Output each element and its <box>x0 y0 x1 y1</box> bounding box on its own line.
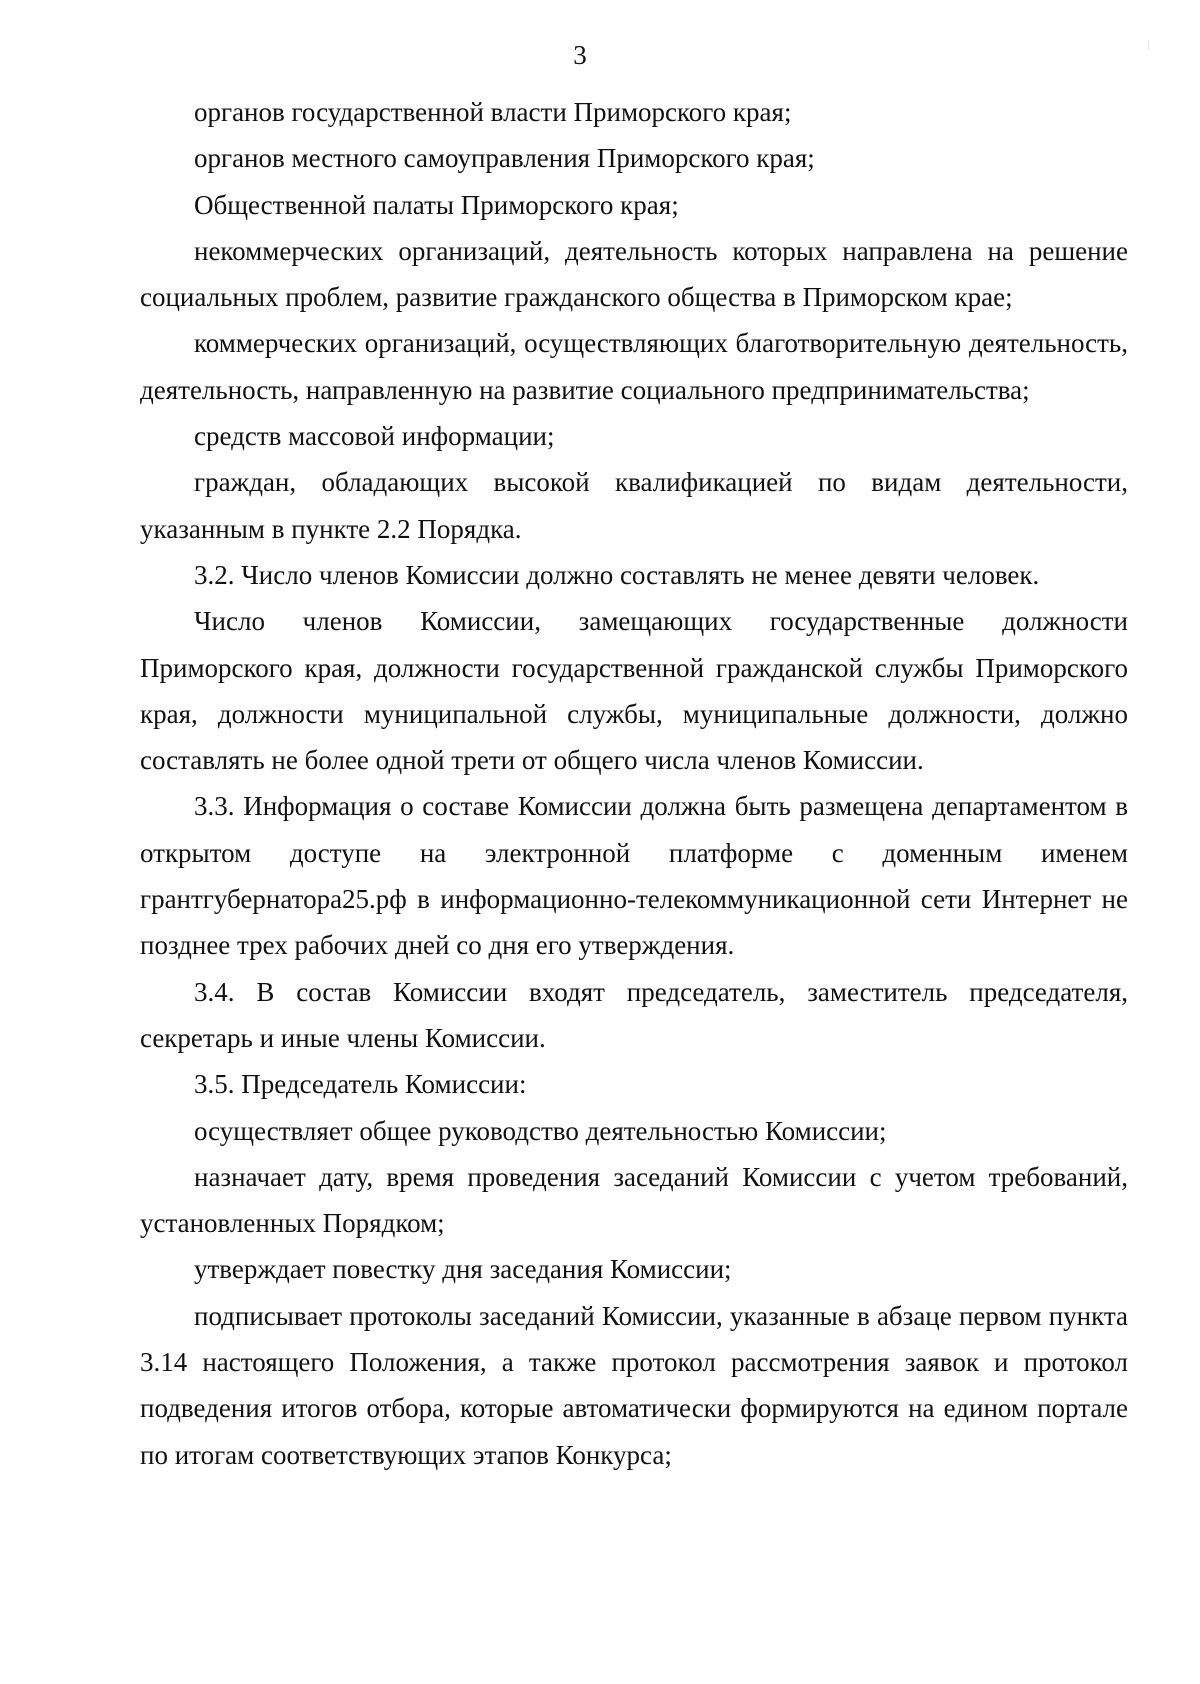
paragraph-clause-3-2: 3.2. Число членов Комиссии должно составлять не менее девяти человек. <box>194 559 1040 590</box>
document-body <box>140 89 1128 1478</box>
paragraph-chair-schedules-meetings: назначает дату, время проведения заседаний Комиссии с учетом требований, установленных Порядком; <box>140 1161 1128 1239</box>
paragraph-nonprofit-organizations: некоммерческих организаций, деятельность которых направлена на решение социальных проблем, развитие гражданского общества в Приморском крае; <box>140 235 1128 313</box>
paragraph-clause-3-3: 3.3. Информация о составе Комиссии должна быть размещена департаментом в открытом доступе на электронной платформе с доменным именем грантгубернатора25.рф в информационно-телекоммуникационной сети Интернет не позднее трех рабочих дней со дня его утверждения. <box>140 791 1128 961</box>
page-number: 3 <box>573 40 587 70</box>
paragraph-commercial-organizations: коммерческих организаций, осуществляющих благотворительную деятельность, деятельность, направленную на развитие социального предпринимательства; <box>140 328 1128 405</box>
paragraph-public-chamber: Общественной палаты Приморского края; <box>194 189 679 220</box>
paragraph-clause-3-4: 3.4. В состав Комиссии входят председатель, заместитель председателя, секретарь и иные члены Комиссии. <box>140 976 1128 1053</box>
paragraph-local-government: органов местного самоуправления Приморского края; <box>194 143 815 174</box>
paragraph-state-authorities: органов государственной власти Приморского края; <box>194 97 792 127</box>
paragraph-mass-media: средств массовой информации; <box>194 421 555 452</box>
paragraph-clause-3-5: 3.5. Председатель Комиссии: <box>194 1069 527 1100</box>
paragraph-chair-signs-protocols: подписывает протоколы заседаний Комиссии, указанные в абзаце первом пункта 3.14 настоящего Положения, а также протокол рассмотрения заявок и протокол подведения итогов отбора, которые автоматически формируются на едином портале по итогам соответствующих этапов Конкурса; <box>140 1300 1128 1470</box>
paragraph-chair-general-management: осуществляет общее руководство деятельностью Комиссии; <box>194 1115 887 1146</box>
paragraph-chair-approves-agenda: утверждает повестку дня заседания Комиссии; <box>194 1254 732 1285</box>
paragraph-qualified-citizens: граждан, обладающих высокой квалификацией по видам деятельности, указанным в пункте 2.2 Порядка. <box>140 467 1128 544</box>
paragraph-officials-share: Число членов Комиссии, замещающих государственные должности Приморского края, должности государственной гражданской службы Приморского края, должности муниципальной службы, муниципальные должности, должно составлять не более одной трети от общего числа членов Комиссии. <box>140 606 1128 776</box>
